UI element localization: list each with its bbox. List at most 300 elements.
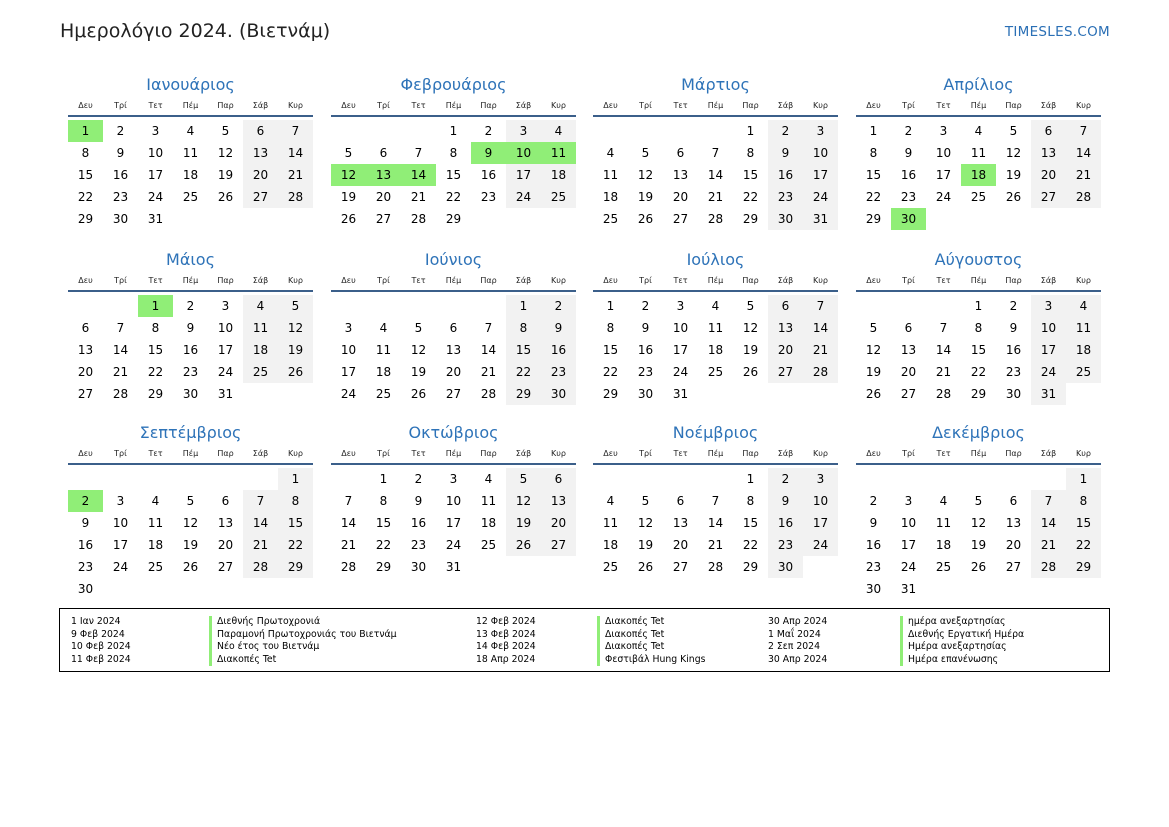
weekday-label: Παρ <box>217 449 234 458</box>
month-name: Ιούλιος <box>686 250 745 269</box>
day-cell: 1 <box>606 299 615 313</box>
day-cell: 2 <box>641 299 650 313</box>
day-cell: 20 <box>243 164 278 186</box>
day-grid <box>856 120 1101 230</box>
weekday-label: Τρί <box>639 101 652 110</box>
day-cell: 9 <box>1009 321 1018 335</box>
weekday-label: Παρ <box>1005 101 1022 110</box>
day-cell: 8 <box>1066 490 1101 512</box>
weekday-label: Τρί <box>639 276 652 285</box>
day-cell: 5 <box>506 468 541 490</box>
day-cell: 22 <box>742 190 759 204</box>
day-cell: 20 <box>672 538 689 552</box>
legend-names-3 <box>900 616 1024 666</box>
legend-holiday-name: Νέο έτος του Βιετνάμ <box>209 641 397 654</box>
weekday-label: Πέμ <box>707 449 724 458</box>
weekday-label: Πέμ <box>445 449 462 458</box>
day-cell: 12 <box>637 168 654 182</box>
day-cell: 3 <box>221 299 230 313</box>
day-grid <box>593 120 838 230</box>
day-cell: 19 <box>1005 168 1022 182</box>
day-cell: 8 <box>506 317 541 339</box>
weekday-header <box>68 274 313 292</box>
day-cell: 28 <box>278 186 313 208</box>
empty-cell <box>926 295 961 317</box>
day-cell: 29 <box>1066 556 1101 578</box>
day-cell: 19 <box>865 365 882 379</box>
day-cell: 18 <box>602 538 619 552</box>
day-cell: 13 <box>541 490 576 512</box>
day-cell: 13 <box>445 343 462 357</box>
day-cell: 11 <box>243 317 278 339</box>
weekday-label: Παρ <box>1005 276 1022 285</box>
weekday-label: Σάβ <box>515 101 532 110</box>
day-cell: 15 <box>375 516 392 530</box>
day-cell: 25 <box>182 190 199 204</box>
weekday-label: Πέμ <box>182 449 199 458</box>
day-cell: 15 <box>865 168 882 182</box>
weekday-label: Σάβ <box>777 101 794 110</box>
day-cell: 4 <box>606 146 615 160</box>
day-cell: 31 <box>1031 383 1066 405</box>
day-cell: 14 <box>243 512 278 534</box>
day-cell: 29 <box>970 387 987 401</box>
legend-dates-2 <box>476 616 536 666</box>
empty-cell <box>891 295 926 317</box>
weekday-header <box>68 447 313 465</box>
day-cell: 24 <box>1031 361 1066 383</box>
weekday-label: Τετ <box>673 101 688 110</box>
day-cell: 14 <box>707 168 724 182</box>
day-cell: 15 <box>278 512 313 534</box>
weekday-label: Παρ <box>742 449 759 458</box>
weekday-label: Παρ <box>742 276 759 285</box>
day-cell: 1 <box>746 472 755 486</box>
day-cell: 17 <box>147 168 164 182</box>
empty-cell <box>593 468 628 490</box>
day-cell: 26 <box>865 387 882 401</box>
empty-cell <box>891 468 926 490</box>
day-grid <box>331 120 576 230</box>
day-cell: 2 <box>116 124 125 138</box>
day-cell: 28 <box>340 560 357 574</box>
day-grid <box>593 295 838 405</box>
day-cell: 26 <box>1005 190 1022 204</box>
empty-cell <box>366 120 401 142</box>
day-cell: 20 <box>217 538 234 552</box>
day-grid <box>593 468 838 578</box>
legend-date: 14 Φεβ 2024 <box>476 641 536 653</box>
day-cell: 2 <box>768 468 803 490</box>
month-name: Μάιος <box>166 250 215 269</box>
empty-cell <box>961 468 996 490</box>
day-cell: 7 <box>803 295 838 317</box>
empty-cell <box>471 295 506 317</box>
day-cell: 20 <box>1005 538 1022 552</box>
day-cell: 5 <box>221 124 230 138</box>
empty-cell <box>331 120 366 142</box>
legend-holiday-name: ημέρα ανεξαρτησίας <box>900 616 1024 629</box>
day-cell: 30 <box>541 383 576 405</box>
weekday-label: Τετ <box>148 276 163 285</box>
weekday-label: Κυρ <box>813 449 828 458</box>
day-cell: 6 <box>1031 120 1066 142</box>
day-cell: 30 <box>112 212 129 226</box>
day-cell: 20 <box>445 365 462 379</box>
legend-date: 9 Φεβ 2024 <box>71 628 125 640</box>
day-cell: 3 <box>939 124 948 138</box>
day-cell: 24 <box>900 560 917 574</box>
day-cell: 22 <box>602 365 619 379</box>
empty-cell <box>401 295 436 317</box>
day-cell: 16 <box>1005 343 1022 357</box>
day-cell: 20 <box>541 512 576 534</box>
day-cell: 14 <box>340 516 357 530</box>
day-cell: 16 <box>112 168 129 182</box>
month-name: Μάρτιος <box>681 75 750 94</box>
weekday-label: Τρί <box>377 276 390 285</box>
day-cell: 2 <box>869 494 878 508</box>
day-cell: 26 <box>410 387 427 401</box>
day-cell: 5 <box>746 299 755 313</box>
day-cell: 30 <box>637 387 654 401</box>
day-cell: 5 <box>344 146 353 160</box>
day-cell: 3 <box>116 494 125 508</box>
day-cell: 30 <box>865 582 882 596</box>
legend-date: 30 Απρ 2024 <box>768 653 828 665</box>
weekday-label: Κυρ <box>288 276 303 285</box>
day-cell: 13 <box>217 516 234 530</box>
day-cell: 27 <box>375 212 392 226</box>
day-cell: 15 <box>77 168 94 182</box>
holiday-day-cell: 9 <box>471 142 506 164</box>
month-block <box>593 74 838 230</box>
day-cell: 14 <box>278 142 313 164</box>
empty-cell <box>366 295 401 317</box>
day-cell: 20 <box>77 365 94 379</box>
weekday-label: Σάβ <box>1040 449 1057 458</box>
day-cell: 29 <box>278 556 313 578</box>
day-cell: 11 <box>147 516 164 530</box>
empty-cell <box>698 120 733 142</box>
day-cell: 11 <box>935 516 952 530</box>
weekday-header <box>331 99 576 117</box>
day-cell: 16 <box>637 343 654 357</box>
day-cell: 22 <box>445 190 462 204</box>
legend-holiday-name: Διεθνής Εργατική Ημέρα <box>900 629 1024 642</box>
weekday-label: Δευ <box>78 276 93 285</box>
day-cell: 10 <box>935 146 952 160</box>
day-cell: 8 <box>606 321 615 335</box>
day-cell: 13 <box>1031 142 1066 164</box>
day-cell: 17 <box>803 512 838 534</box>
day-cell: 11 <box>375 343 392 357</box>
weekday-label: Σάβ <box>1040 101 1057 110</box>
weekday-label: Τρί <box>902 276 915 285</box>
day-cell: 17 <box>340 365 357 379</box>
day-cell: 13 <box>900 343 917 357</box>
empty-cell <box>663 120 698 142</box>
day-cell: 11 <box>707 321 724 335</box>
day-cell: 10 <box>112 516 129 530</box>
empty-cell <box>68 295 103 317</box>
day-cell: 28 <box>1031 556 1066 578</box>
weekday-label: Παρ <box>1005 449 1022 458</box>
legend-date: 1 Ιαν 2024 <box>71 616 121 627</box>
weekday-label: Τετ <box>936 101 951 110</box>
day-cell: 18 <box>243 339 278 361</box>
day-cell: 5 <box>641 146 650 160</box>
day-cell: 23 <box>768 186 803 208</box>
day-cell: 19 <box>506 512 541 534</box>
weekday-label: Δευ <box>866 276 881 285</box>
day-cell: 10 <box>672 321 689 335</box>
weekday-label: Πέμ <box>970 276 987 285</box>
day-cell: 15 <box>445 168 462 182</box>
legend-date: 1 Μαΐ 2024 <box>768 628 821 640</box>
legend-holiday-name: Διακοπές Tet <box>597 629 705 642</box>
weekday-label: Παρ <box>742 101 759 110</box>
day-cell: 30 <box>77 582 94 596</box>
day-cell: 16 <box>410 516 427 530</box>
weekday-label: Σάβ <box>252 276 269 285</box>
day-cell: 22 <box>278 534 313 556</box>
day-grid <box>856 295 1101 405</box>
day-cell: 22 <box>1066 534 1101 556</box>
legend-holiday-name: Διεθνής Πρωτοχρονιά <box>209 616 397 629</box>
day-cell: 25 <box>935 560 952 574</box>
day-cell: 17 <box>935 168 952 182</box>
legend-holiday-name: Παραμονή Πρωτοχρονιάς του Βιετνάμ <box>209 629 397 642</box>
day-grid <box>68 295 313 405</box>
page-title: Ημερολόγιο 2024. (Βιετνάμ) <box>60 20 331 42</box>
empty-cell <box>68 468 103 490</box>
day-cell: 17 <box>900 538 917 552</box>
day-cell: 18 <box>602 190 619 204</box>
day-cell: 4 <box>151 494 160 508</box>
day-cell: 4 <box>606 494 615 508</box>
empty-cell <box>208 468 243 490</box>
day-cell: 19 <box>970 538 987 552</box>
day-cell: 6 <box>541 468 576 490</box>
day-cell: 8 <box>746 494 755 508</box>
weekday-label: Τρί <box>377 101 390 110</box>
day-cell: 17 <box>112 538 129 552</box>
day-cell: 23 <box>900 190 917 204</box>
day-grid <box>331 468 576 578</box>
day-cell: 25 <box>541 186 576 208</box>
day-cell: 26 <box>217 190 234 204</box>
weekday-label: Δευ <box>866 101 881 110</box>
day-cell: 23 <box>480 190 497 204</box>
day-cell: 4 <box>484 472 493 486</box>
day-cell: 31 <box>672 387 689 401</box>
weekday-label: Πέμ <box>707 101 724 110</box>
weekday-label: Πέμ <box>970 449 987 458</box>
day-cell: 27 <box>77 387 94 401</box>
day-cell: 13 <box>672 168 689 182</box>
day-cell: 3 <box>904 494 913 508</box>
day-cell: 3 <box>506 120 541 142</box>
day-cell: 26 <box>506 534 541 556</box>
day-cell: 9 <box>768 490 803 512</box>
empty-cell <box>331 295 366 317</box>
day-cell: 24 <box>112 560 129 574</box>
weekday-label: Δευ <box>78 449 93 458</box>
weekday-label: Πέμ <box>182 101 199 110</box>
holiday-day-cell: 11 <box>541 142 576 164</box>
day-cell: 22 <box>970 365 987 379</box>
day-cell: 28 <box>480 387 497 401</box>
day-cell: 28 <box>707 560 724 574</box>
month-block <box>593 422 838 578</box>
day-cell: 7 <box>278 120 313 142</box>
day-cell: 15 <box>742 516 759 530</box>
holiday-day-cell: 18 <box>961 164 996 186</box>
day-cell: 25 <box>707 365 724 379</box>
month-name: Ιούνιος <box>424 250 483 269</box>
day-cell: 7 <box>414 146 423 160</box>
empty-cell <box>401 120 436 142</box>
month-name: Απρίλιος <box>943 75 1014 94</box>
day-cell: 30 <box>1005 387 1022 401</box>
weekday-label: Πέμ <box>445 276 462 285</box>
legend-dates-1 <box>71 616 131 666</box>
empty-cell <box>243 468 278 490</box>
weekday-label: Δευ <box>603 449 618 458</box>
site-link[interactable]: TIMESLES.COM <box>1004 24 1110 40</box>
day-cell: 11 <box>1066 317 1101 339</box>
day-cell: 3 <box>676 299 685 313</box>
day-cell: 21 <box>707 538 724 552</box>
day-cell: 3 <box>803 120 838 142</box>
day-cell: 25 <box>1066 361 1101 383</box>
day-cell: 3 <box>344 321 353 335</box>
day-cell: 5 <box>414 321 423 335</box>
day-cell: 2 <box>1009 299 1018 313</box>
weekday-label: Τετ <box>673 276 688 285</box>
weekday-label: Τετ <box>411 449 426 458</box>
day-cell: 24 <box>147 190 164 204</box>
legend-holiday-name: Διακοπές Tet <box>209 654 397 667</box>
holiday-day-cell: 1 <box>138 295 173 317</box>
day-cell: 5 <box>186 494 195 508</box>
day-grid <box>856 468 1101 600</box>
day-cell: 8 <box>379 494 388 508</box>
legend-date: 18 Απρ 2024 <box>476 653 536 665</box>
day-cell: 17 <box>445 516 462 530</box>
day-cell: 25 <box>480 538 497 552</box>
day-cell: 12 <box>410 343 427 357</box>
day-cell: 14 <box>935 343 952 357</box>
legend-holiday-name: Διακοπές Tet <box>597 641 705 654</box>
day-cell: 7 <box>1031 490 1066 512</box>
day-cell: 27 <box>672 212 689 226</box>
weekday-label: Κυρ <box>288 449 303 458</box>
day-cell: 10 <box>1031 317 1066 339</box>
legend-holiday-name: Διακοπές Tet <box>597 616 705 629</box>
day-cell: 4 <box>379 321 388 335</box>
day-cell: 31 <box>147 212 164 226</box>
day-cell: 16 <box>768 164 803 186</box>
day-cell: 18 <box>541 164 576 186</box>
day-cell: 2 <box>904 124 913 138</box>
day-cell: 10 <box>803 142 838 164</box>
weekday-label: Κυρ <box>551 449 566 458</box>
day-cell: 28 <box>803 361 838 383</box>
month-name: Φεβρουάριος <box>400 75 507 94</box>
weekday-header <box>331 447 576 465</box>
month-name: Αύγουστος <box>934 250 1023 269</box>
month-name: Οκτώβριος <box>408 423 499 442</box>
day-cell: 13 <box>77 343 94 357</box>
day-cell: 11 <box>480 494 497 508</box>
weekday-label: Παρ <box>480 101 497 110</box>
day-cell: 29 <box>742 212 759 226</box>
day-cell: 11 <box>602 516 619 530</box>
day-cell: 21 <box>410 190 427 204</box>
day-cell: 8 <box>449 146 458 160</box>
weekday-label: Πέμ <box>445 101 462 110</box>
day-cell: 8 <box>278 490 313 512</box>
day-cell: 28 <box>410 212 427 226</box>
empty-cell <box>628 468 663 490</box>
empty-cell <box>103 468 138 490</box>
day-cell: 27 <box>900 387 917 401</box>
day-cell: 7 <box>711 494 720 508</box>
day-cell: 8 <box>81 146 90 160</box>
day-cell: 21 <box>112 365 129 379</box>
weekday-label: Κυρ <box>551 101 566 110</box>
weekday-label: Κυρ <box>288 101 303 110</box>
day-cell: 3 <box>803 468 838 490</box>
month-block <box>68 74 313 230</box>
day-cell: 29 <box>865 212 882 226</box>
day-cell: 18 <box>707 343 724 357</box>
day-cell: 6 <box>243 120 278 142</box>
day-cell: 27 <box>1005 560 1022 574</box>
legend-holiday-name: Ημέρα ανεξαρτησίας <box>900 641 1024 654</box>
day-cell: 7 <box>1066 120 1101 142</box>
day-cell: 2 <box>541 295 576 317</box>
day-cell: 7 <box>116 321 125 335</box>
day-cell: 15 <box>147 343 164 357</box>
day-cell: 19 <box>182 538 199 552</box>
empty-cell <box>593 120 628 142</box>
day-cell: 15 <box>970 343 987 357</box>
day-cell: 23 <box>77 560 94 574</box>
day-cell: 10 <box>900 516 917 530</box>
day-cell: 9 <box>186 321 195 335</box>
day-cell: 10 <box>803 490 838 512</box>
day-cell: 10 <box>340 343 357 357</box>
weekday-label: Παρ <box>480 276 497 285</box>
day-cell: 7 <box>711 146 720 160</box>
day-cell: 16 <box>541 339 576 361</box>
weekday-header <box>856 447 1101 465</box>
weekday-label: Τετ <box>148 449 163 458</box>
day-cell: 5 <box>278 295 313 317</box>
legend-dates-3 <box>768 616 827 666</box>
day-cell: 8 <box>746 146 755 160</box>
legend-date: 11 Φεβ 2024 <box>71 653 131 665</box>
day-cell: 22 <box>742 538 759 552</box>
day-grid <box>331 295 576 405</box>
holiday-day-cell: 13 <box>366 164 401 186</box>
legend-holiday-name: Ημέρα επανένωσης <box>900 654 1024 667</box>
day-cell: 16 <box>77 538 94 552</box>
day-cell: 6 <box>676 146 685 160</box>
